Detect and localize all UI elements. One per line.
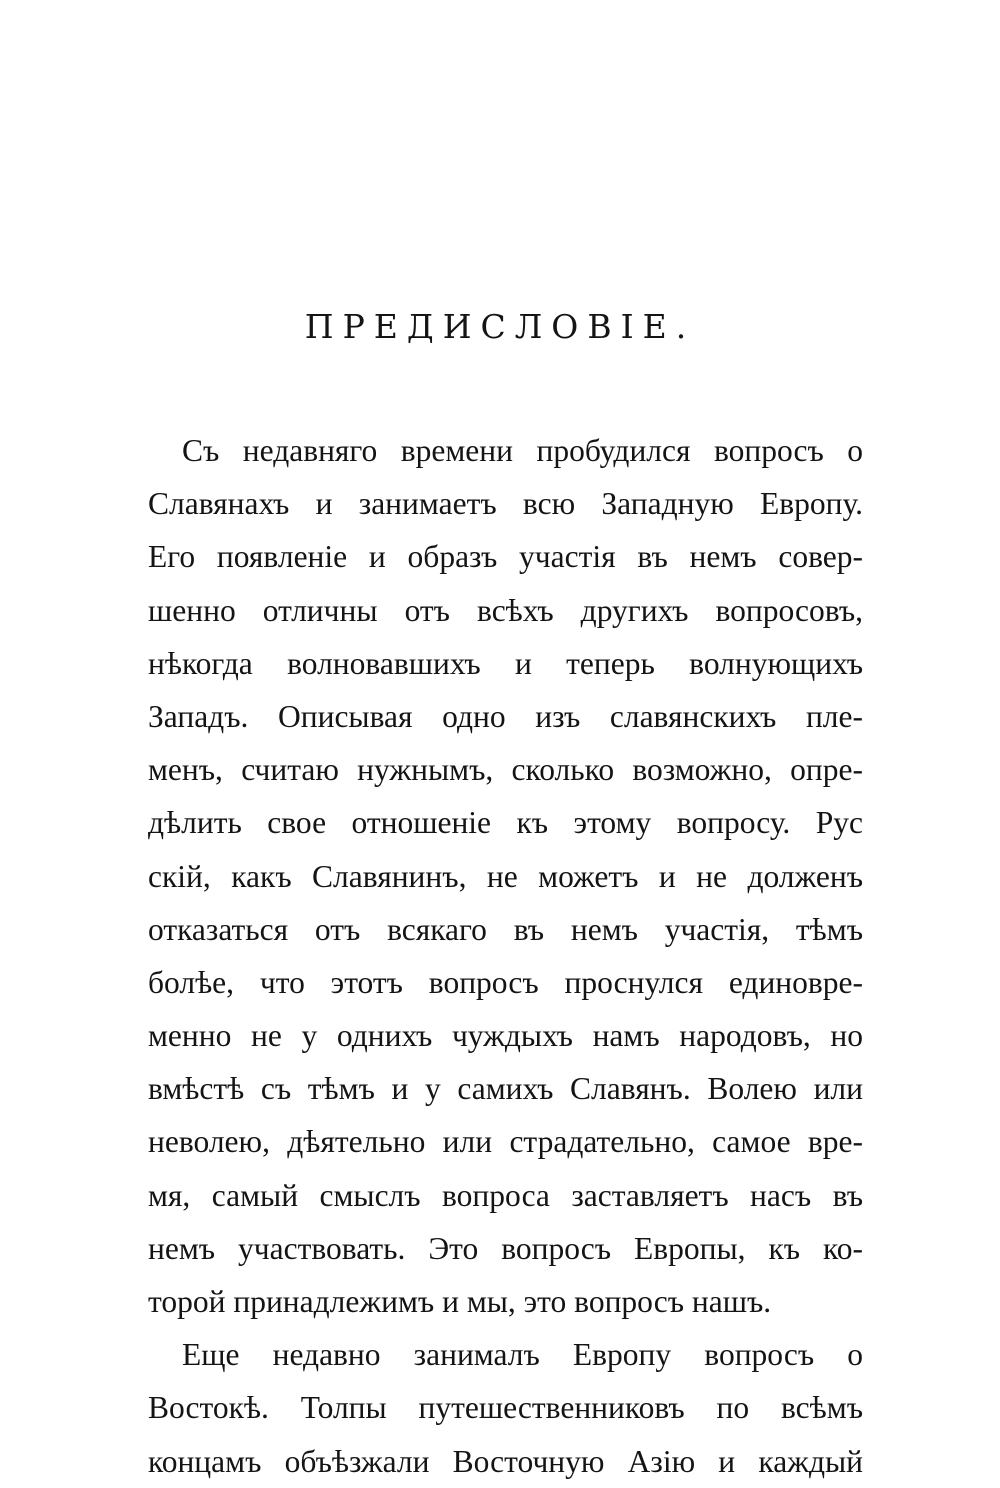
text-line: Славянахъ и занимаетъ всю Западную Европу.: [148, 486, 863, 522]
text-line: скій, какъ Славянинъ, не можетъ и не долженъ: [148, 858, 863, 894]
text-line: менъ, считаю нужнымъ, сколько возможно, опре-: [148, 752, 863, 788]
text-line: Востокѣ. Толпы путешественниковъ по всѣмъ: [148, 1390, 863, 1426]
text-line: неволею, дѣятельно или страдательно, самое вре-: [148, 1124, 863, 1160]
text-line: немъ участвовать. Это вопросъ Европы, къ ко-: [148, 1230, 863, 1266]
text-line: Еще недавно занималъ Европу вопросъ о: [182, 1337, 863, 1373]
text-line: дѣлить свое отношеніе къ этому вопросу. Рус: [148, 805, 863, 841]
text-line: отказаться отъ всякаго въ немъ участія, тѣмъ: [148, 911, 863, 947]
text-line: Западъ. Описывая одно изъ славянскихъ пле-: [148, 698, 863, 734]
text-line: мя, самый смыслъ вопроса заставляетъ насъ въ: [148, 1177, 863, 1213]
preface-text: [148, 424, 863, 1488]
text-line: Съ недавняго времени пробудился вопросъ о: [182, 433, 863, 468]
text-line: шенно отличны отъ всѣхъ другихъ вопросовъ,: [148, 592, 863, 628]
text-line: Его появленіе и образъ участія въ немъ совер-: [148, 539, 863, 575]
text-line: менно не у однихъ чуждыхъ намъ народовъ, но: [148, 1018, 863, 1054]
text-line: концамъ объѣзжали Восточную Азію и каждый: [148, 1443, 863, 1479]
text-line: болѣе, что этотъ вопросъ проснулся единовре-: [148, 964, 863, 1000]
page-title: ПРЕДИСЛОВІЕ.: [304, 307, 696, 346]
text-line: нѣкогда волновавшихъ и теперь волнующихъ: [148, 645, 863, 681]
text-line: торой принадлежимъ и мы, это вопросъ нашъ.: [148, 1284, 772, 1319]
text-line: вмѣстѣ съ тѣмъ и у самихъ Славянъ. Волею или: [148, 1071, 863, 1107]
